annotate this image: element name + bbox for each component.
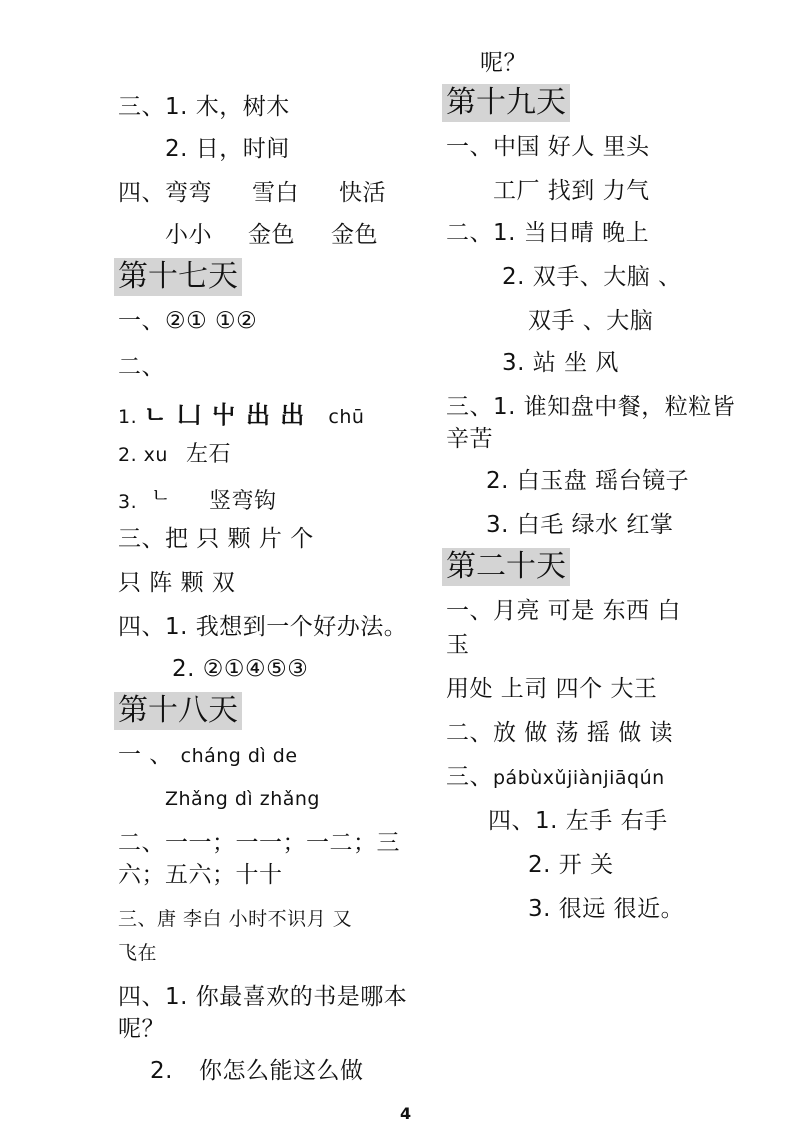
day20-line-8: 3. 很远 很近。 — [528, 896, 685, 922]
day20-heading: 第二十天 — [442, 548, 570, 586]
day16-line-1: 三、1. 木，树木 — [118, 94, 290, 120]
day17-line-8: 四、1. 我想到一个好办法。 — [118, 614, 408, 640]
day18-heading: 第十八天 — [114, 692, 242, 730]
pinyin-chu: chū — [328, 406, 365, 428]
day19-line-5: 双手 、大脑 — [528, 308, 654, 334]
word-xuebai: 雪白 — [252, 180, 299, 206]
day20-line-3: 用处 上司 四个 大王 — [446, 676, 658, 702]
day17-line-1: 一、②① ①② — [118, 308, 258, 334]
day17-line-2: 二、 — [118, 354, 165, 380]
pinyin-changdide: cháng dì de — [180, 745, 298, 767]
day17-line-3 — [118, 400, 364, 432]
page-number: 4 — [400, 1104, 412, 1123]
item-number: 3. — [118, 491, 138, 513]
item-number: 1. — [118, 406, 138, 428]
day18-line-1 — [118, 740, 298, 771]
day16-line-4 — [165, 220, 378, 250]
day17-heading: 第十七天 — [114, 258, 242, 296]
day16-line-3 — [118, 178, 386, 208]
word-kuaihuo: 快活 — [339, 180, 386, 206]
sentence-zenme: 你怎么能这么做 — [198, 1058, 364, 1084]
day18-line-2: Zhǎng dì zhǎng — [165, 788, 320, 810]
day17-line-5 — [118, 480, 276, 517]
word-jinse-2: 金色 — [331, 222, 378, 248]
day18-line-4: 六；五六；十十 — [118, 862, 283, 888]
word-shuwangou: 竖弯钩 — [208, 489, 277, 514]
word-wanwan: 四、弯弯 — [118, 180, 212, 206]
day19-line-3: 二、1. 当日晴 晚上 — [446, 220, 650, 246]
item-number: 2. — [150, 1058, 173, 1084]
word-xiaoxiao: 小小 — [165, 222, 212, 248]
stroke-order: ㄴ 凵 屮 出 出 — [143, 401, 306, 429]
day19-line-6: 3. 站 坐 风 — [502, 350, 619, 376]
carry-over-text: 呢？ — [480, 50, 527, 76]
day19-line-10: 3. 白毛 绿水 红掌 — [486, 512, 674, 538]
pinyin-pabuxujianjiaqun: pábùxǔjiànjiāqún — [493, 767, 665, 789]
day17-line-4 — [118, 440, 231, 470]
day20-line-4: 二、放 做 荡 摇 做 读 — [446, 720, 674, 746]
stroke-glyph: ㄴ — [151, 483, 171, 507]
day19-line-1: 一、中国 好人 里头 — [446, 134, 650, 160]
pinyin-xu: 2. xu — [118, 444, 168, 466]
day18-line-9 — [150, 1056, 363, 1086]
day18-line-8: 呢？ — [118, 1016, 165, 1042]
day19-line-2: 工厂 找到 力气 — [493, 178, 650, 204]
day19-line-7: 三、1. 谁知盘中餐，粒粒皆 — [446, 394, 736, 420]
day19-line-4: 2. 双手、大脑 、 — [502, 264, 682, 290]
day18-line-7: 四、1. 你最喜欢的书是哪本 — [118, 984, 408, 1010]
section-prefix: 三、 — [446, 764, 493, 790]
word-zuoshi: 左石 — [185, 442, 231, 467]
day20-line-2: 玉 — [446, 632, 470, 658]
day20-line-1: 一、月亮 可是 东西 白 — [446, 598, 681, 624]
day20-line-5 — [446, 762, 665, 793]
day19-line-9: 2. 白玉盘 瑶台镜子 — [486, 468, 690, 494]
day18-line-5: 三、唐 李白 小时不识月 又 — [118, 908, 353, 930]
day17-line-6: 三、把 只 颗 片 个 — [118, 526, 314, 552]
word-jinse-1: 金色 — [248, 222, 295, 248]
day16-line-2: 2. 日，时间 — [165, 136, 290, 162]
day19-heading: 第十九天 — [442, 84, 570, 122]
day20-line-6: 四、1. 左手 右手 — [488, 808, 668, 834]
day19-line-8: 辛苦 — [446, 426, 493, 452]
day17-line-7: 只 阵 颗 双 — [118, 570, 236, 596]
day20-line-7: 2. 开 关 — [528, 852, 614, 878]
day18-line-3: 二、一一；一一；一二；三 — [118, 830, 400, 856]
day18-line-6: 飞在 — [118, 942, 158, 964]
section-prefix: 一 、 — [118, 742, 173, 768]
day17-line-9: 2. ②①④⑤③ — [172, 656, 309, 682]
